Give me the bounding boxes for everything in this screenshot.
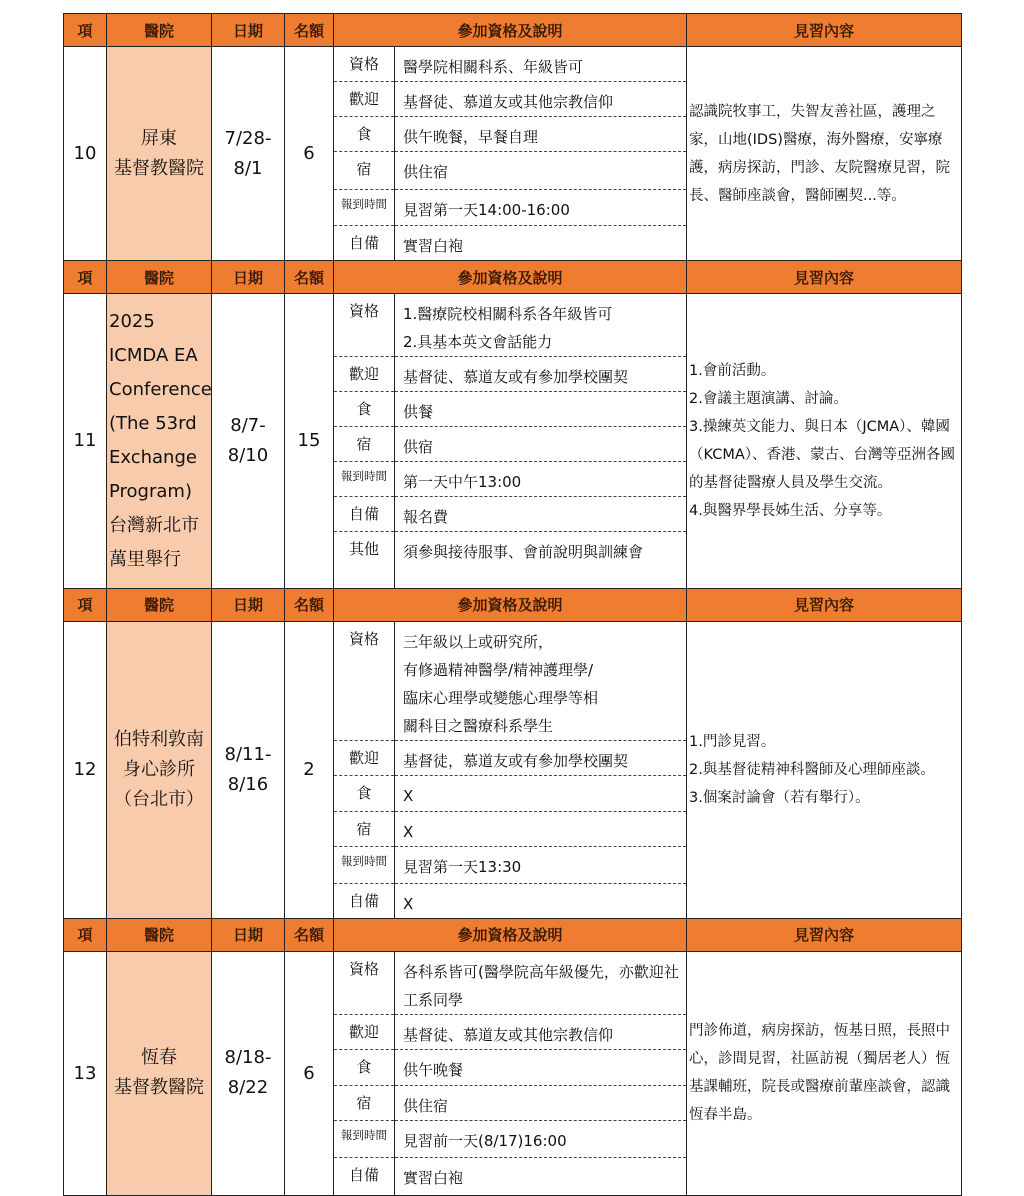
requirement-label: 自備 [334, 497, 395, 532]
header-requirements: 參加資格及說明 [334, 918, 687, 951]
requirement-value: X [395, 775, 687, 811]
requirement-label: 資格 [334, 952, 395, 1015]
requirement-item [334, 1120, 686, 1157]
header-requirements: 參加資格及說明 [334, 14, 687, 47]
requirement-item [334, 294, 686, 357]
header-row [64, 261, 962, 294]
requirement-value: 基督徒、慕道友或其他宗教信仰 [395, 1014, 687, 1049]
header-date: 日期 [212, 588, 285, 621]
requirement-item [334, 1014, 686, 1049]
header-quota: 名額 [285, 588, 334, 621]
quota: 2 [285, 621, 334, 918]
header-hospital: 醫院 [107, 261, 212, 294]
requirements-list [334, 622, 686, 918]
header-hospital: 醫院 [107, 14, 212, 47]
requirement-value: 供住宿 [395, 152, 687, 190]
requirement-value: 1.醫療院校相關科系各年級皆可 2.具基本英文會話能力 [395, 294, 687, 357]
header-row [64, 918, 962, 951]
header-content: 見習內容 [687, 261, 962, 294]
requirement-item [334, 1085, 686, 1120]
requirement-label: 自備 [334, 226, 395, 261]
header-date: 日期 [212, 918, 285, 951]
requirement-item [334, 775, 686, 811]
internship-content: 1.會前活動。 2.會議主題演講、討論。 3.操練英文能力、與日本（JCMA）、韓國（KCMA）、香港、蒙古、台灣等亞洲各國的基督徒醫療人員及學生交流。 4.與醫界學長姊生活、分享等。 [687, 294, 962, 589]
requirement-value: 基督徒，慕道友或有參加學校團契 [395, 740, 687, 775]
header-no: 項 [64, 588, 107, 621]
requirement-label: 食 [334, 775, 395, 811]
hospital-row [64, 621, 962, 918]
requirement-label: 自備 [334, 883, 395, 918]
header-requirements: 參加資格及說明 [334, 588, 687, 621]
requirement-label: 資格 [334, 294, 395, 357]
hospital-name: 2025 ICMDA EA Conference (The 53rd Exchange Program) 台灣新北市 萬里舉行 [107, 294, 212, 589]
header-content: 見習內容 [687, 14, 962, 47]
requirements-cell [334, 621, 687, 918]
hospital-name: 恆春 基督教醫院 [107, 951, 212, 1196]
requirement-label: 歡迎 [334, 82, 395, 117]
header-no: 項 [64, 261, 107, 294]
requirement-value: 基督徒、慕道友或其他宗教信仰 [395, 82, 687, 117]
requirement-value: 見習第一天14:00-16:00 [395, 190, 687, 226]
header-hospital: 醫院 [107, 588, 212, 621]
requirement-label: 宿 [334, 427, 395, 462]
header-content: 見習內容 [687, 918, 962, 951]
header-content: 見習內容 [687, 588, 962, 621]
header-quota: 名額 [285, 918, 334, 951]
requirement-item [334, 152, 686, 190]
header-hospital: 醫院 [107, 918, 212, 951]
requirements-cell [334, 294, 687, 589]
requirement-item [334, 1049, 686, 1085]
requirement-item [334, 622, 686, 741]
requirement-item [334, 392, 686, 427]
internship-content: 認識院牧事工，失智友善社區，護理之家，山地(IDS)醫療，海外醫療，安寧療護，病房探訪，門診、友院醫療見習，院長、醫師座談會，醫師團契...等。 [687, 47, 962, 261]
requirement-item [334, 883, 686, 918]
requirement-value: 實習白袍 [403, 1168, 464, 1187]
requirements-list [334, 294, 686, 588]
requirement-item [334, 82, 686, 117]
internship-table [63, 13, 962, 1196]
internship-content: 1.門診見習。 2.與基督徒精神科醫師及心理師座談。 3.個案討論會（若有舉行）。 [687, 621, 962, 918]
date-range: 8/7- 8/10 [212, 294, 285, 589]
requirement-item [334, 846, 686, 883]
requirement-item [334, 117, 686, 152]
requirement-label: 食 [334, 117, 395, 152]
requirements-list [334, 47, 686, 260]
requirement-value: 須參與接待服事、會前說明與訓練會 [403, 543, 644, 561]
requirement-item [334, 1157, 686, 1195]
requirement-value: 三年級以上或研究所， 有修過精神醫學/精神護理學/ 臨床心理學或變態心理學等相 關科目之醫療科系學生 [395, 622, 687, 741]
requirement-value: 實習白袍 [403, 237, 464, 255]
requirement-label: 報到時間 [334, 462, 395, 497]
requirement-value: 供住宿 [395, 1085, 687, 1120]
requirement-item [334, 952, 686, 1015]
hospital-name: 屏東 基督教醫院 [107, 47, 212, 261]
hospital-row [64, 47, 962, 261]
requirement-value: 各科系皆可(醫學院高年級優先，亦歡迎社工系同學 [395, 952, 687, 1015]
requirement-value: 供午晚餐 [395, 1049, 687, 1085]
requirement-item [334, 226, 686, 261]
requirements-list [334, 952, 686, 1196]
requirement-label: 報到時間 [334, 1120, 395, 1157]
hospital-row [64, 951, 962, 1196]
requirement-value: 醫學院相關科系、年級皆可 [395, 47, 687, 82]
quota: 15 [285, 294, 334, 589]
row-number: 13 [64, 951, 107, 1196]
requirement-item [334, 532, 686, 588]
requirement-label: 其他 [334, 532, 395, 588]
header-row [64, 14, 962, 47]
requirement-label: 食 [334, 1049, 395, 1085]
header-quota: 名額 [285, 261, 334, 294]
requirement-label: 宿 [334, 811, 395, 846]
quota: 6 [285, 951, 334, 1196]
requirement-item [334, 47, 686, 82]
requirement-item [334, 497, 686, 532]
requirement-value: 見習第一天13:30 [395, 846, 687, 883]
requirement-value: 基督徒、慕道友或有參加學校團契 [395, 357, 687, 392]
header-quota: 名額 [285, 14, 334, 47]
requirement-label: 宿 [334, 152, 395, 190]
requirement-value: 供餐 [395, 392, 687, 427]
date-range: 8/11- 8/16 [212, 621, 285, 918]
requirement-value: X [395, 811, 687, 846]
header-no: 項 [64, 918, 107, 951]
quota: 6 [285, 47, 334, 261]
date-range: 8/18- 8/22 [212, 951, 285, 1196]
header-no: 項 [64, 14, 107, 47]
requirement-value: 供午晚餐，早餐自理 [395, 117, 687, 152]
requirement-value: 第一天中午13:00 [395, 462, 687, 497]
requirement-label: 食 [334, 392, 395, 427]
header-date: 日期 [212, 261, 285, 294]
row-number: 12 [64, 621, 107, 918]
requirement-item [334, 427, 686, 462]
hospital-row [64, 294, 962, 589]
requirement-item [334, 811, 686, 846]
requirement-item [334, 357, 686, 392]
requirement-label: 歡迎 [334, 357, 395, 392]
row-number: 10 [64, 47, 107, 261]
requirement-value: 供宿 [395, 427, 687, 462]
requirement-label: 歡迎 [334, 1014, 395, 1049]
requirement-item [334, 462, 686, 497]
requirement-label: 資格 [334, 47, 395, 82]
requirement-label: 資格 [334, 622, 395, 741]
requirement-value: 見習前一天(8/17)16:00 [395, 1120, 687, 1157]
requirement-value: X [403, 894, 414, 913]
requirement-label: 報到時間 [334, 846, 395, 883]
requirement-label: 自備 [334, 1157, 395, 1195]
requirement-label: 歡迎 [334, 740, 395, 775]
header-date: 日期 [212, 14, 285, 47]
requirements-cell [334, 47, 687, 261]
date-range: 7/28- 8/1 [212, 47, 285, 261]
requirement-label: 報到時間 [334, 190, 395, 226]
requirement-item [334, 190, 686, 226]
header-row [64, 588, 962, 621]
header-requirements: 參加資格及說明 [334, 261, 687, 294]
row-number: 11 [64, 294, 107, 589]
internship-content: 門診佈道，病房探訪，恆基日照，長照中心，診間見習，社區訪視（獨居老人）恆基課輔班，院長或醫療前輩座談會，認識恆春半島。 [687, 951, 962, 1196]
hospital-name: 伯特利敦南 身心診所 （台北市） [107, 621, 212, 918]
requirement-value: 報名費 [395, 497, 687, 532]
requirements-cell [334, 951, 687, 1196]
requirement-label: 宿 [334, 1085, 395, 1120]
requirement-item [334, 740, 686, 775]
